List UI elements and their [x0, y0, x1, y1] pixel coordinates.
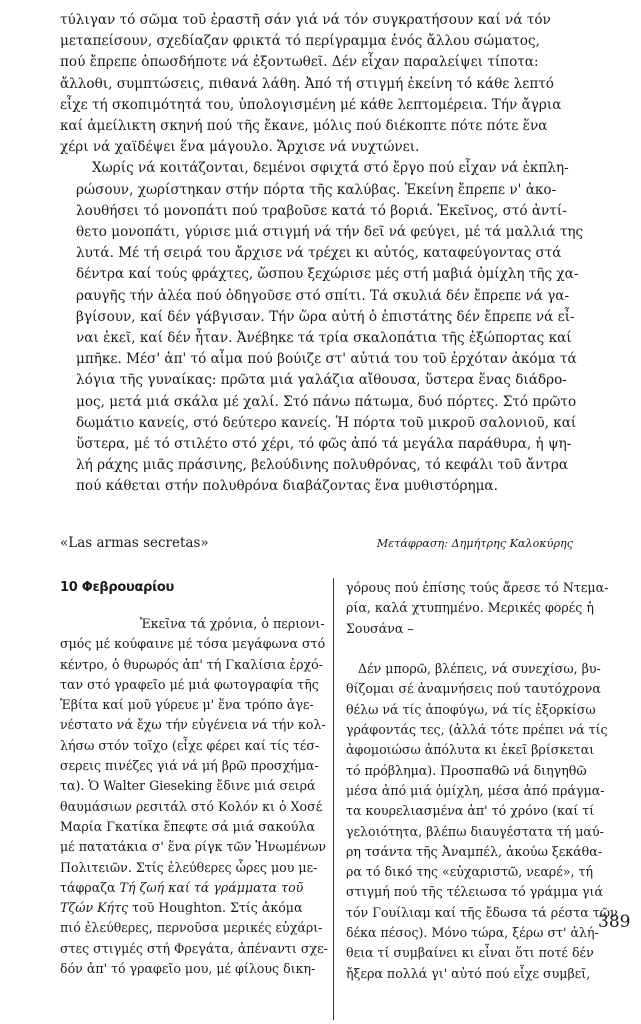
text-line: τα). Ὁ Walter Gieseking ἔδινε μιά σειρά [60, 778, 316, 794]
text-line: πού ἔπρεπε ὁπωσδήποτε νά ἐξοντωθεῖ. Δέν εἶχαν παραλείψει τίποτα: [60, 54, 539, 71]
text-line: δωμάτιο κανείς, στό δεύτερο κανείς. Ἡ πόρτα τοῦ μικροῦ σαλονιοῦ, καί [76, 414, 577, 431]
text-line: νέστατο νά ἔχω τήν εὐγένεια νά τήν κολ- [60, 717, 326, 733]
text-line: ρη τσάντα τῆς Ἀναμπέλ, ἀκούω ξεκάθα- [346, 843, 603, 859]
text-line [346, 639, 573, 659]
left-column [60, 578, 328, 979]
text-line: Σουσάνα – [346, 620, 414, 636]
source-title: «Las armas secretas» [60, 535, 209, 551]
text-line: μος, μετά μιά σκάλα μέ χαλί. Στό πάνω πάτωμα, δυό πόρτες. Στό πρῶτο [76, 393, 577, 410]
text-line: λήσω στόν τοῖχο (εἶχε φέρει καί τίς τέσ- [60, 737, 320, 753]
text-line: ραυγῆς τήν ἀλέα πού ὁδηγοῦσε στό σπίτι. Τά σκυλιά δέν ἔπρεπε νά γα- [76, 287, 570, 304]
text-line: σερεις πινέζες γιά νά μή βρῶ προσχήμα- [60, 758, 319, 774]
text-line: Ἐβίτα καί μοῦ γύρευε μ' ἕνα τρόπο ἀγε- [60, 697, 314, 713]
text-line: Ἐκεῖνα τά χρόνια, ὁ περιονι- [140, 616, 325, 631]
text-line: τα κουρελιασμένα ἀπ' τό χρόνο (καί τί [346, 803, 595, 819]
text-line: βγίσουν, καί δέν γάβγισαν. Τήν ὥρα αὐτή ὁ ἐπιστάτης δέν ἔπρεπε νά εἶ- [76, 308, 575, 325]
text-line: ὕστερα, μέ τό στιλέτο στό χέρι, τό φῶς ἀπό τά μεγάλα παράθυρα, ἡ ψη- [76, 436, 572, 453]
page-number: 389 [598, 912, 631, 932]
text-line: σμός μέ κούφαινε μέ τόσα μεγάφωνα στό [60, 636, 326, 652]
text-line: ρώσουν, χωρίστηκαν στήν πόρτα τῆς καλύβας. Ἐκείνη ἔπρεπε ν' ἀκο- [76, 181, 557, 198]
text-line: λόγια τῆς γυναίκας: πρῶτα μιά γαλάζια αἴθουσα, ὕστερα ἕνας διάδρο- [76, 372, 567, 389]
text-line: Πολιτειῶν. Στίς ἐλεύθερες ὧρες μου με- [60, 859, 318, 875]
text-line: κέντρο, ὁ θυρωρός ἀπ' τή Γκαλίσια ἐρχό- [60, 656, 324, 672]
translator-credit: Μετάφραση: Δημήτρης Καλοκύρης [376, 537, 573, 550]
paragraph [60, 10, 573, 158]
text-line: Χωρίς νά κοιτάζονται, δεμένοι σφιχτά στό ἔργο πού εἶχαν νά ἐκπλη- [92, 160, 569, 177]
attribution-row [60, 535, 573, 557]
text-line: γόρους πού ἐπίσης τούς ἄρεσε τό Ντεμα- [346, 580, 609, 595]
text-line: ἀφομοιώσω ἀπόλυτα κι ἐκεῖ βρίσκεται [346, 742, 595, 758]
text-line: καί ἀμείλικτη σκηνή πού τῆς ἔκανε, μόλις πού διέκοπτε πότε πότε ἕνα [60, 118, 548, 135]
text-line: στες στιγμές στή Φρεγάτα, ἀπέναντι σχε- [60, 940, 328, 956]
text-line: θίζομαι σέ ἀναμνήσεις πού ταυτόχρονα [346, 681, 601, 697]
text-line: ἄλλοθι, συμπτώσεις, πιθανά λάθη. Ἀπό τή στιγμή ἐκείνη τό κάθε λεπτό [60, 75, 554, 92]
text-line: θεια τί συμβαίνει κι εἶναι ὅτι ποτέ δέν [346, 945, 594, 961]
left-column-text [60, 614, 328, 979]
text-line: θέλω νά τίς ἀποφύγω, νά τίς ἐξορκίσω [346, 701, 596, 717]
text-line: πιό ἐλεύθερες, περνοῦσα μερικές εὐχάρι- [60, 920, 323, 936]
text-line: λή ράχης μιᾶς πράσινης, βελούδινης πολυθρόνας, τό κεφάλι τοῦ ἄντρα [76, 457, 569, 474]
text-line: τό πρόβλημα). Προσπαθῶ νά διηγηθῶ [346, 762, 587, 778]
text-line: γελοιότητα, βλέπω διαυγέστατα τή μαύ- [346, 823, 604, 839]
text-line: τύλιγαν τό σῶμα τοῦ ἐραστῆ σάν γιά νά τόν συγκρατήσουν καί νά τόν [60, 12, 551, 28]
text-line: λουθήσει τό μονοπάτι πού τραβοῦσε κατά τό βοριά. Ἐκεῖνος, στό ἀντί- [76, 202, 567, 219]
paragraph [60, 158, 584, 497]
text-line: εἶχε τή σκοπιμότητά του, ὑπολογισμένη μέ κάθε λεπτομέρεια. Τήν ἄγρια [60, 96, 562, 113]
text-line: χέρι νά χαϊδέψει ἕνα μάγουλο. Ἄρχισε νά νυχτώνει. [60, 139, 420, 156]
text-line: ρα τό δικό της «εὐχαριστῶ, νεαρέ», τή [346, 864, 594, 880]
text-line: μέ πατατάκια σ' ἕνα ρίγκ τῶν Ἡνωμένων [60, 839, 327, 855]
text-line: Μαρία Γκατίκα ἔπεφτε σά μιά σακούλα [60, 818, 315, 834]
text-line: γράφοντάς τες, (ἀλλά τότε πρέπει νά τίς [346, 722, 608, 738]
text-line: λυτά. Μέ τή σειρά του ἄρχισε νά τρέχει κι αὐτός, καταφεύγοντας στά [76, 245, 562, 262]
text-line: ἤξερα πολλά γι' αὐτό πού εἶχε συμβεῖ, [346, 965, 591, 981]
text-line: θετο μονοπάτι, γύρισε μιά στιγμή νά τήν δεῖ νά φεύγει, μέ τά μαλλιά της [76, 224, 584, 241]
column-divider [333, 578, 334, 1020]
text-line: τάφραζα Τή ζωή καί τά γράμματα τοῦ [60, 879, 304, 895]
text-line: στιγμή πού τῆς τέλειωσα τό γράμμα γιά [346, 884, 603, 900]
text-line: Τζών Κήτς τοῦ Houghton. Στίς ἀκόμα [60, 900, 303, 916]
story-excerpt [60, 10, 584, 498]
text-line: Δέν μπορῶ, βλέπεις, νά συνεχίσω, βυ- [358, 661, 601, 677]
text-line: τόν Γουίλιαμ καί τῆς ἔδωσα τά ρέστα τῶν [346, 904, 618, 920]
text-line: δέκα πέσος). Μόνο τώρα, ξέρω στ' ἀλή- [346, 925, 599, 941]
text-line: μεταπείσουν, σχεδίαζαν φρικτά τό περίγραμμα ἑνός ἄλλου σώματος, [60, 33, 540, 50]
text-line: δόν ἀπ' τό γραφεῖο μου, μέ φίλους δικη- [60, 961, 316, 977]
text-line: ναι ἐκεῖ, καί δέν ἦταν. Ἀνέβηκε τά τρία σκαλοπάτια τῆς ἐξώπορτας καί [76, 330, 572, 347]
text-line: πού κάθεται στήν πολυθρόνα διαβάζοντας ἕνα μυθιστόρημα. [76, 478, 498, 495]
text-line: μέσα ἀπό μιά ὁμίχλη, μέσα ἀπό πράγμα- [346, 782, 605, 798]
entry-date-heading: 10 Φεβρουαρίου [60, 580, 175, 595]
text-line: ταν στό γραφεῖο μέ μιά φωτογραφία τῆς [60, 676, 319, 692]
text-line: ρία, καλά χτυπημένο. Μερικές φορές ἡ [346, 600, 594, 616]
text-line: θαυμάσιων ρεσιτάλ στό Κολόν κι ὁ Χοσέ [60, 798, 323, 814]
text-line: μπῆκε. Μέσ' ἀπ' τό αἷμα πού βούιζε στ' αὐτιά του τοῦ ἐρχόταν ἀκόμα τά [76, 351, 577, 368]
text-line: δέντρα καί τούς φράχτες, ὥσπου ξεχώρισε μές στή μαβιά ὁμίχλη τῆς χα- [76, 266, 579, 283]
